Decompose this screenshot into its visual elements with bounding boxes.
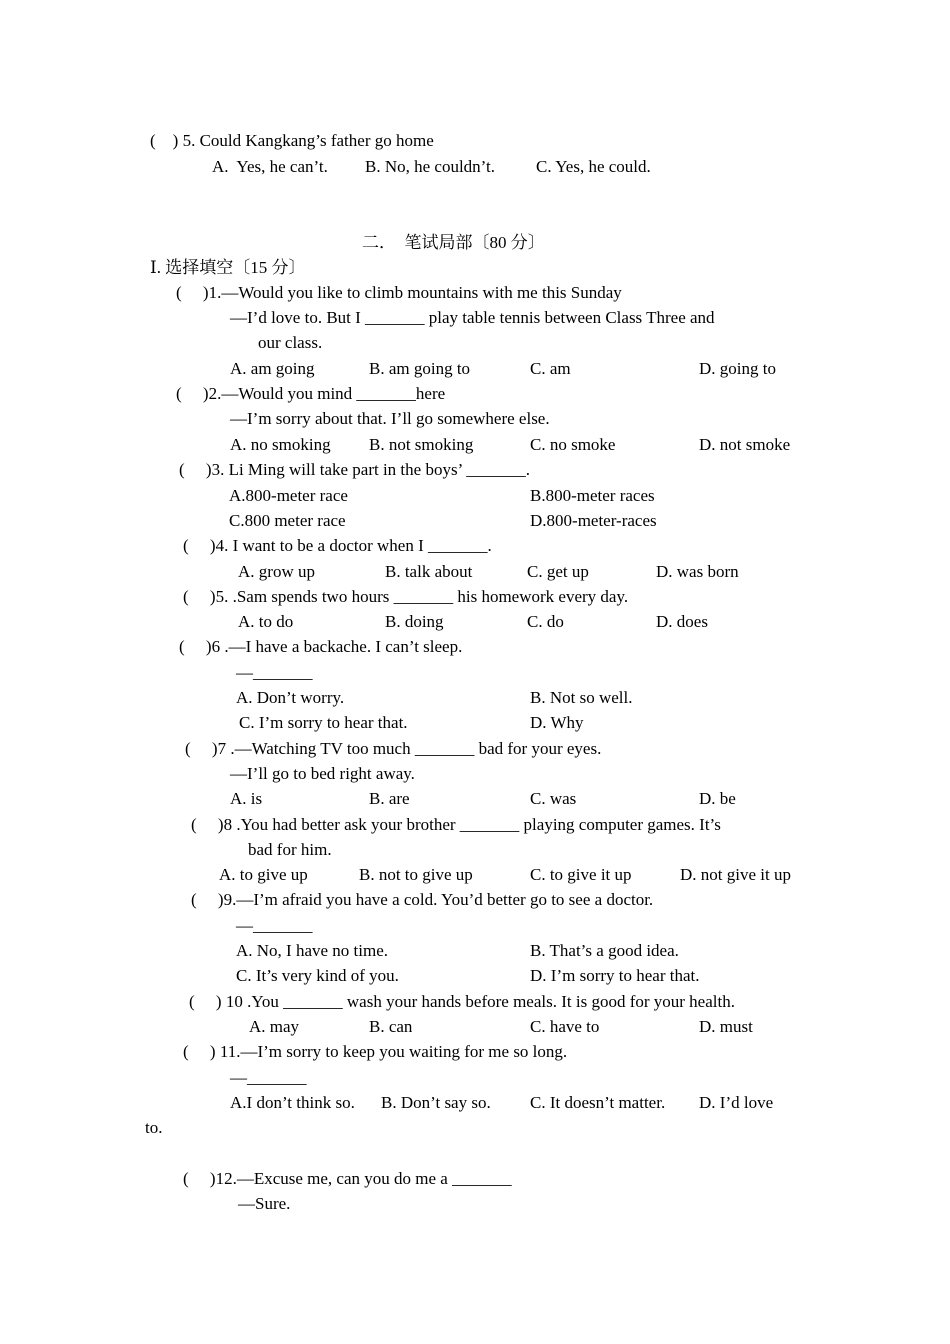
- q4-option-c: C. get up: [527, 562, 589, 581]
- q12-stem: ( )12.—Excuse me, can you do me a _______: [183, 1169, 512, 1188]
- q8-option-d: D. not give it up: [680, 865, 791, 884]
- q5-option-d: D. does: [656, 612, 708, 631]
- q6-option-c: C. I’m sorry to hear that.: [239, 713, 408, 732]
- q10-option-b: B. can: [369, 1017, 413, 1036]
- q9-option-a: A. No, I have no time.: [236, 941, 389, 960]
- q11-option-c: C. It doesn’t matter.: [530, 1093, 666, 1112]
- q2-option-c: C. no smoke: [530, 435, 616, 454]
- q7-line2: —I’ll go to bed right away.: [230, 764, 415, 783]
- q9-option-b: B. That’s a good idea.: [530, 941, 679, 960]
- q8-option-b: B. not to give up: [359, 865, 473, 884]
- q6-option-a: A. Don’t worry.: [236, 688, 345, 707]
- q1-option-a: A. am going: [230, 359, 315, 378]
- q7-option-d: D. be: [699, 789, 736, 808]
- q2-option-d: D. not smoke: [699, 435, 791, 454]
- q2-option-b: B. not smoking: [369, 435, 474, 454]
- q5-option-a: A. to do: [238, 612, 294, 631]
- q3-option-a: A.800-meter race: [229, 486, 348, 505]
- q1-line3: our class.: [258, 333, 323, 352]
- q1-option-c: C. am: [530, 359, 571, 378]
- q1-option-d: D. going to: [699, 359, 776, 378]
- q4-option-b: B. talk about: [385, 562, 473, 581]
- listening-q5-option-c: C. Yes, he could.: [536, 157, 651, 176]
- q6-stem: ( )6 .—I have a backache. I can’t sleep.: [179, 637, 463, 656]
- q10-stem: ( ) 10 .You _______ wash your hands before meals. It is good for your health.: [189, 992, 735, 1011]
- q8-line2: bad for him.: [248, 840, 332, 859]
- q10-option-a: A. may: [249, 1017, 300, 1036]
- listening-q5-option-a: A. Yes, he can’t.: [212, 157, 328, 176]
- q3-option-c: C.800 meter race: [229, 511, 346, 530]
- q3-option-b: B.800-meter races: [530, 486, 655, 505]
- q8-option-a: A. to give up: [219, 865, 308, 884]
- q10-option-c: C. have to: [530, 1017, 600, 1036]
- q9-stem: ( )9.—I’m afraid you have a cold. You’d better go to see a doctor.: [191, 890, 654, 909]
- section-title: 二． 笔试局部〔80 分〕: [362, 233, 545, 252]
- q7-stem: ( )7 .—Watching TV too much _______ bad for your eyes.: [185, 739, 602, 758]
- q6-line2: —_______: [236, 663, 313, 682]
- q3-stem: ( )3. Li Ming will take part in the boys’ _______.: [179, 460, 530, 479]
- q2-line2: —I’m sorry about that. I’ll go somewhere else.: [230, 409, 550, 428]
- q11-stem: ( ) 11.—I’m sorry to keep you waiting for me so long.: [183, 1042, 568, 1061]
- q4-option-d: D. was born: [656, 562, 739, 581]
- q7-option-c: C. was: [530, 789, 577, 808]
- q11-option-b: B. Don’t say so.: [381, 1093, 491, 1112]
- q9-option-d: D. I’m sorry to hear that.: [530, 966, 700, 985]
- listening-q5-option-b: B. No, he couldn’t.: [365, 157, 496, 176]
- q9-line2: —_______: [236, 916, 313, 935]
- q4-stem: ( )4. I want to be a doctor when I _______.: [183, 536, 492, 555]
- q1-option-b: B. am going to: [369, 359, 471, 378]
- q2-stem: ( )2.—Would you mind _______here: [176, 384, 446, 403]
- q7-option-b: B. are: [369, 789, 410, 808]
- q8-stem: ( )8 .You had better ask your brother _______ playing computer games. It’s: [191, 815, 721, 834]
- q10-option-d: D. must: [699, 1017, 753, 1036]
- q8-option-c: C. to give it up: [530, 865, 632, 884]
- listening-q5-stem: ( ) 5. Could Kangkang’s father go home: [150, 131, 434, 150]
- q11-option-a: A.I don’t think so.: [230, 1093, 355, 1112]
- q6-option-d: D. Why: [530, 713, 584, 732]
- q4-option-a: A. grow up: [238, 562, 315, 581]
- q11-option-d-wrap: to.: [145, 1118, 163, 1137]
- q1-line2: —I’d love to. But I _______ play table tennis between Class Three and: [230, 308, 715, 327]
- q5-stem: ( )5. .Sam spends two hours _______ his homework every day.: [183, 587, 629, 606]
- q6-option-b: B. Not so well.: [530, 688, 633, 707]
- q12-line2: —Sure.: [238, 1194, 291, 1213]
- q5-option-b: B. doing: [385, 612, 444, 631]
- part-title: Ⅰ. 选择填空〔15 分〕: [150, 258, 306, 277]
- q11-line2: —_______: [230, 1068, 307, 1087]
- q1-stem: ( )1.—Would you like to climb mountains with me this Sunday: [176, 283, 622, 302]
- q3-option-d: D.800-meter-races: [530, 511, 657, 530]
- q11-option-d: D. I’d love: [699, 1093, 774, 1112]
- q7-option-a: A. is: [230, 789, 263, 808]
- q9-option-c: C. It’s very kind of you.: [236, 966, 399, 985]
- q5-option-c: C. do: [527, 612, 564, 631]
- q2-option-a: A. no smoking: [230, 435, 331, 454]
